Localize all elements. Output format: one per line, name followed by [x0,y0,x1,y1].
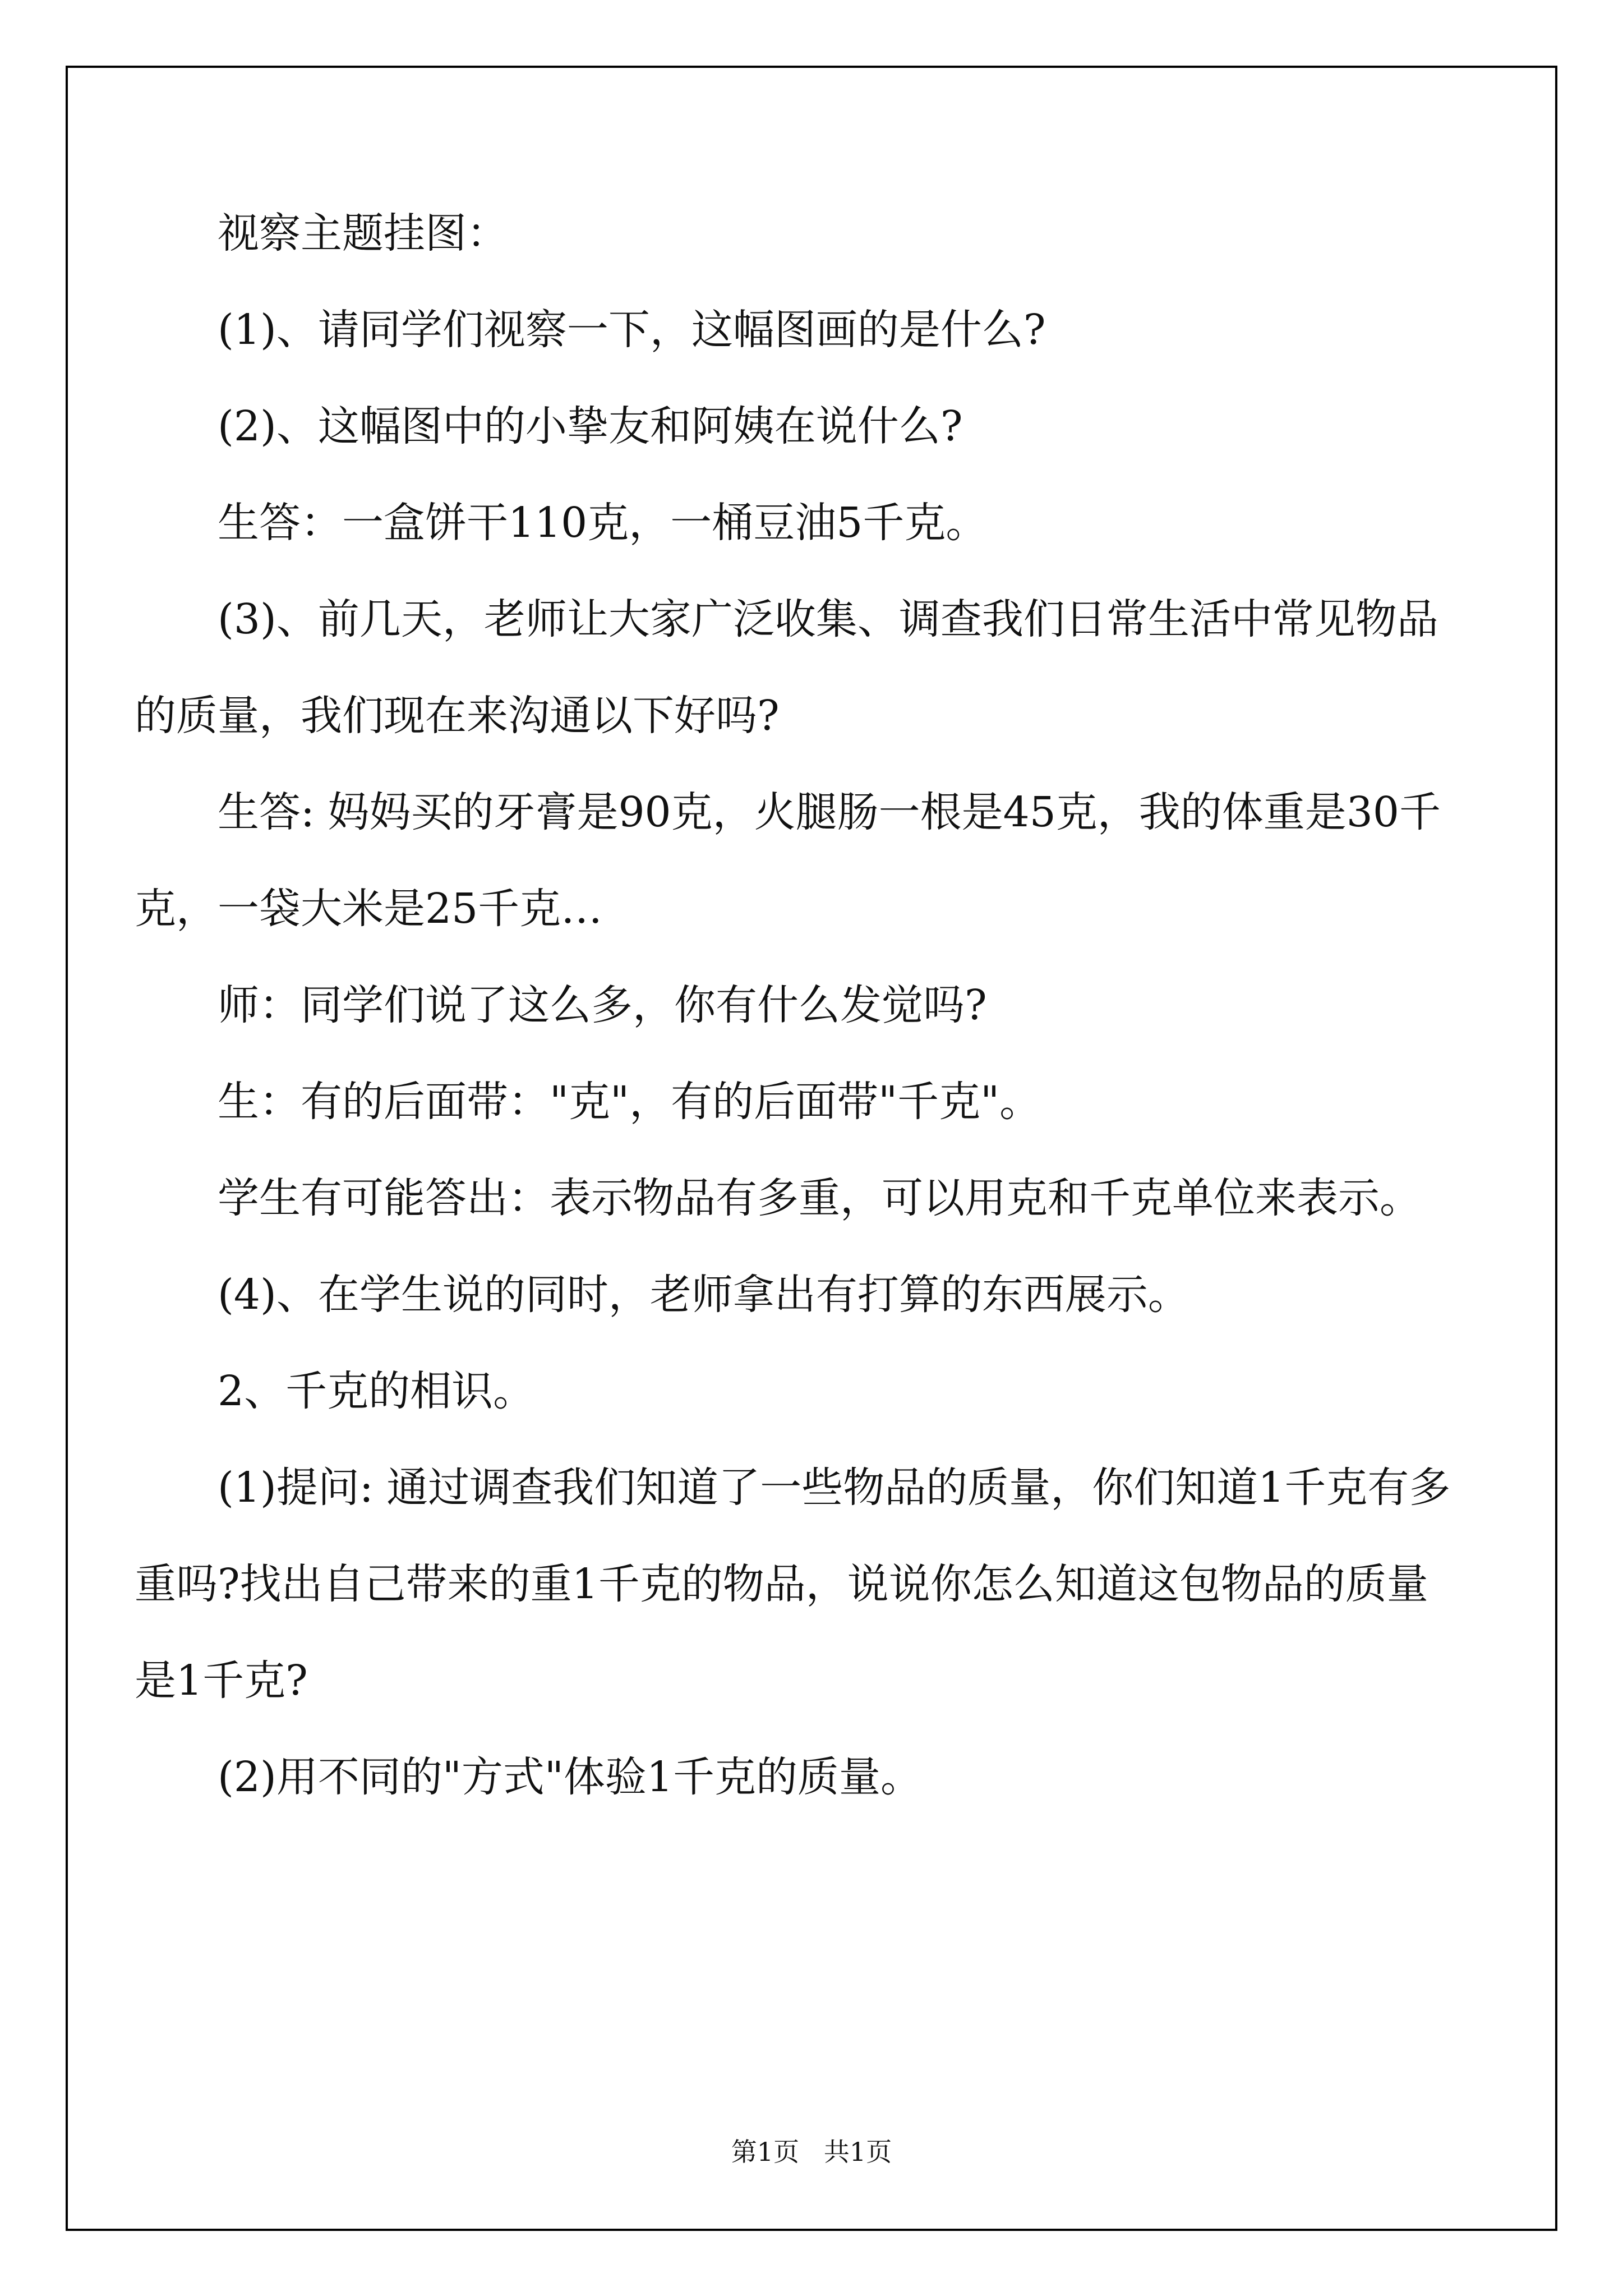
paragraph-question-1: (1)、请同学们视察一下，这幅图画的是什么? [218,306,1046,354]
paragraph-question-4: (4)、在学生说的同时，老师拿出有打算的东西展示。 [218,1271,1189,1319]
paragraph-question-3: (3)、前几天，老师让大家广泛收集、调查我们日常生活中常见物品的质量，我们现在来沟通以下好吗? [135,595,1438,740]
document-body [135,185,1464,1825]
paragraph-possible-answer: 学生有可能答出：表示物品有多重，可以用克和千克单位来表示。 [218,1174,1421,1222]
paragraph-student-answer-2: 生答: 妈妈买的牙膏是90克，火腿肠一根是45克，我的体重是30千克，一袋大米是25千克… [135,788,1441,933]
paragraph-kilogram-question-1: (1)提问: 通过调查我们知道了一些物品的质量，你们知道1千克有多重吗?找出自己带来的重1千克的物品，说说你怎么知道这包物品的质量是1千克? [135,1464,1451,1705]
paragraph-kilogram-question-2: (2)用不同的"方式"体验1千克的质量。 [218,1753,922,1801]
paragraph-teacher-prompt: 师：同学们说了这么多，你有什么发觉吗? [218,981,987,1029]
page-number-footer: 第1页 共1页 [731,2137,892,2167]
section-heading-kilogram: 2、千克的相识。 [218,1367,535,1415]
paragraph-student-reply: 生：有的后面带："克"，有的后面带"千克"。 [218,1078,1041,1126]
paragraph-student-answer-1: 生答：一盒饼干110克，一桶豆油5千克。 [218,499,988,547]
paragraph-question-2: (2)、这幅图中的小挚友和阿姨在说什么? [218,402,963,450]
paragraph-observe-topic: 视察主题挂图： [218,209,508,257]
